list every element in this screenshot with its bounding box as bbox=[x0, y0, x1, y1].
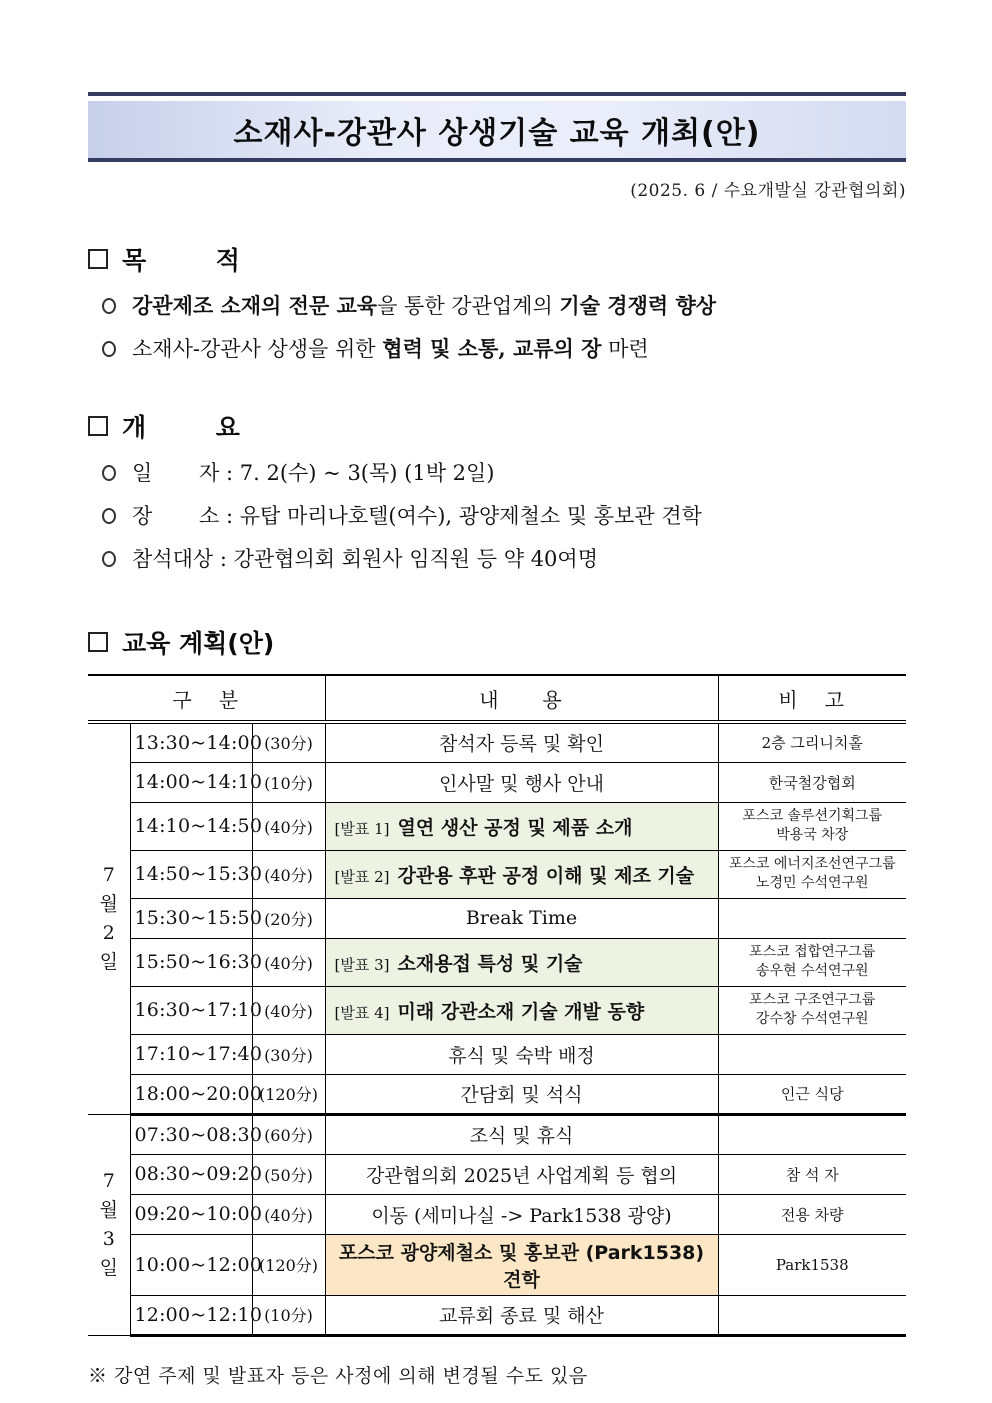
circle-bullet-icon bbox=[102, 508, 116, 524]
circle-bullet-icon bbox=[102, 465, 116, 481]
document-title-banner bbox=[88, 92, 906, 162]
table-row bbox=[88, 898, 906, 938]
note-line: 박용국 차장 bbox=[776, 827, 849, 843]
duration-cell: (40分) bbox=[252, 850, 325, 898]
note-cell bbox=[718, 1234, 906, 1295]
column-header-naeyong: 내 용 bbox=[325, 675, 718, 722]
presentation-tag: [발표 4] bbox=[334, 1003, 390, 1022]
note-line: Park1538 bbox=[775, 1255, 849, 1274]
table-row bbox=[88, 722, 906, 762]
note-line: 노경민 수석연구원 bbox=[755, 875, 869, 891]
table-row bbox=[88, 1295, 906, 1335]
note-cell bbox=[718, 1074, 906, 1114]
content-text: 교류회 종료 및 해산 bbox=[439, 1305, 604, 1327]
section-purpose-label: 목 적 bbox=[122, 246, 240, 275]
presentation-tag: [발표 3] bbox=[334, 955, 390, 974]
overview-item bbox=[102, 501, 906, 531]
content-cell bbox=[325, 1114, 718, 1154]
duration-cell: (10分) bbox=[252, 1295, 325, 1335]
table-row bbox=[88, 938, 906, 986]
day-cell bbox=[88, 1114, 130, 1335]
time-cell: 07:30~08:30 bbox=[130, 1114, 252, 1154]
content-text: 이동 (세미나실 -> Park1538 광양) bbox=[371, 1204, 672, 1227]
duration-cell: (40分) bbox=[252, 986, 325, 1034]
overview-label: 일 자 bbox=[132, 461, 220, 485]
section-overview-label: 개 요 bbox=[122, 413, 240, 442]
section-purpose-title bbox=[88, 241, 906, 277]
duration-cell: (60分) bbox=[252, 1114, 325, 1154]
content-cell bbox=[325, 1154, 718, 1194]
time-cell: 15:30~15:50 bbox=[130, 898, 252, 938]
table-row bbox=[88, 1114, 906, 1154]
note-line: 송우현 수석연구원 bbox=[755, 963, 869, 979]
table-row bbox=[88, 986, 906, 1034]
time-cell: 08:30~09:20 bbox=[130, 1154, 252, 1194]
time-cell: 15:50~16:30 bbox=[130, 938, 252, 986]
content-text: 강관용 후판 공정 이해 및 제조 기술 bbox=[397, 864, 695, 887]
content-text: 강관협의회 2025년 사업계획 등 협의 bbox=[365, 1164, 678, 1187]
note-cell bbox=[718, 938, 906, 986]
duration-cell: (120分) bbox=[252, 1234, 325, 1295]
note-line: 참 석 자 bbox=[785, 1165, 839, 1184]
overview-value: : 유탑 마리나호텔(여수), 광양제철소 및 홍보관 견학 bbox=[219, 504, 702, 528]
emphasis-text: 기술 경쟁력 향상 bbox=[559, 293, 717, 318]
square-bullet-icon bbox=[88, 249, 108, 269]
purpose-list bbox=[88, 291, 906, 364]
purpose-item-text bbox=[132, 334, 649, 364]
document-page bbox=[88, 0, 906, 1388]
note-line: 포스코 접합연구그룹 bbox=[749, 944, 876, 960]
note-cell bbox=[718, 1154, 906, 1194]
note-line: 포스코 에너지조선연구그룹 bbox=[728, 856, 896, 872]
section-plan-label: 교육 계획(안) bbox=[122, 629, 275, 658]
section-overview-title bbox=[88, 408, 906, 444]
content-cell bbox=[325, 802, 718, 850]
duration-cell: (10分) bbox=[252, 762, 325, 802]
circle-bullet-icon bbox=[102, 298, 116, 314]
time-cell: 10:00~12:00 bbox=[130, 1234, 252, 1295]
content-cell bbox=[325, 1295, 718, 1335]
content-cell bbox=[325, 986, 718, 1034]
note-cell bbox=[718, 1295, 906, 1335]
note-cell bbox=[718, 722, 906, 762]
day-char: 7 bbox=[102, 863, 115, 886]
note-cell bbox=[718, 850, 906, 898]
content-cell bbox=[325, 762, 718, 802]
content-text: 간담회 및 석식 bbox=[460, 1084, 583, 1106]
note-cell bbox=[718, 1114, 906, 1154]
day-char: 월 bbox=[99, 892, 118, 915]
note-cell bbox=[718, 1034, 906, 1074]
content-text: 휴식 및 숙박 배정 bbox=[448, 1044, 595, 1067]
duration-cell: (50分) bbox=[252, 1154, 325, 1194]
time-cell: 12:00~12:10 bbox=[130, 1295, 252, 1335]
overview-label: 장 소 bbox=[132, 504, 220, 528]
note-cell bbox=[718, 1194, 906, 1234]
plain-text: 소재사-강관사 상생을 위한 bbox=[132, 337, 383, 361]
content-cell bbox=[325, 898, 718, 938]
time-cell: 14:00~14:10 bbox=[130, 762, 252, 802]
overview-value: : 7. 2(수) ~ 3(목) (1박 2일) bbox=[219, 461, 495, 485]
table-row bbox=[88, 850, 906, 898]
duration-cell: (40分) bbox=[252, 802, 325, 850]
schedule-table bbox=[88, 674, 906, 1337]
time-cell: 18:00~20:00 bbox=[130, 1074, 252, 1114]
content-text: 열연 생산 공정 및 제품 소개 bbox=[397, 816, 633, 839]
day-cell bbox=[88, 722, 130, 1114]
plain-text: 마련 bbox=[601, 337, 649, 361]
table-row bbox=[88, 802, 906, 850]
note-line: 한국철강협회 bbox=[768, 773, 856, 792]
content-cell bbox=[325, 1234, 718, 1295]
table-row bbox=[88, 1234, 906, 1295]
note-line: 포스코 구조연구그룹 bbox=[749, 992, 876, 1008]
day-char: 월 bbox=[99, 1198, 118, 1221]
presentation-tag: [발표 1] bbox=[334, 819, 390, 838]
time-cell: 16:30~17:10 bbox=[130, 986, 252, 1034]
emphasis-text: 강관제조 소재의 전문 교육 bbox=[132, 293, 378, 318]
content-text: 참석자 등록 및 확인 bbox=[439, 733, 604, 756]
overview-item bbox=[102, 544, 906, 574]
circle-bullet-icon bbox=[102, 341, 116, 357]
purpose-item bbox=[102, 291, 906, 321]
day-char: 2 bbox=[102, 921, 115, 944]
table-header-row bbox=[88, 675, 906, 722]
square-bullet-icon bbox=[88, 416, 108, 436]
table-row bbox=[88, 1074, 906, 1114]
note-line: 전용 차량 bbox=[780, 1205, 844, 1224]
content-cell bbox=[325, 938, 718, 986]
content-cell bbox=[325, 1034, 718, 1074]
time-cell: 17:10~17:40 bbox=[130, 1034, 252, 1074]
column-header-gubun: 구 분 bbox=[88, 675, 325, 722]
content-text: 소재용접 특성 및 기술 bbox=[397, 952, 583, 975]
purpose-item bbox=[102, 334, 906, 364]
note-line: 2층 그리니치홀 bbox=[761, 734, 863, 753]
presentation-tag: [발표 2] bbox=[334, 867, 390, 886]
duration-cell: (40分) bbox=[252, 938, 325, 986]
time-cell: 14:50~15:30 bbox=[130, 850, 252, 898]
day-char: 3 bbox=[102, 1227, 115, 1250]
content-text: 미래 강관소재 기술 개발 동향 bbox=[397, 1000, 645, 1023]
document-title: 소재사-강관사 상생기술 교육 개최(안) bbox=[233, 115, 761, 151]
section-plan-title bbox=[88, 624, 906, 660]
note-cell bbox=[718, 802, 906, 850]
banner-fill bbox=[88, 101, 906, 158]
day-char: 일 bbox=[99, 1256, 118, 1279]
overview-value: : 강관협의회 회원사 임직원 등 약 40여명 bbox=[213, 547, 598, 571]
circle-bullet-icon bbox=[102, 551, 116, 567]
overview-label: 참석대상 bbox=[132, 547, 214, 571]
content-cell bbox=[325, 1194, 718, 1234]
doc-meta: (2025. 6 / 수요개발실 강관협의회) bbox=[630, 181, 906, 201]
emphasis-text: 협력 및 소통, 교류의 장 bbox=[382, 336, 602, 361]
content-text: 조식 및 휴식 bbox=[469, 1125, 574, 1147]
note-line: 강수창 수석연구원 bbox=[755, 1011, 869, 1027]
table-row bbox=[88, 1154, 906, 1194]
table-row bbox=[88, 1194, 906, 1234]
duration-cell: (30分) bbox=[252, 1034, 325, 1074]
duration-cell: (30分) bbox=[252, 722, 325, 762]
footnote: ※ 강연 주제 및 발표자 등은 사정에 의해 변경될 수도 있음 bbox=[88, 1364, 588, 1387]
duration-cell: (20分) bbox=[252, 898, 325, 938]
time-cell: 13:30~14:00 bbox=[130, 722, 252, 762]
content-cell bbox=[325, 722, 718, 762]
time-cell: 14:10~14:50 bbox=[130, 802, 252, 850]
content-cell bbox=[325, 850, 718, 898]
plain-text: 을 통한 강관업계의 bbox=[377, 294, 560, 318]
column-header-bigo: 비 고 bbox=[718, 675, 906, 722]
time-cell: 09:20~10:00 bbox=[130, 1194, 252, 1234]
square-bullet-icon bbox=[88, 632, 108, 652]
content-cell bbox=[325, 1074, 718, 1114]
note-cell bbox=[718, 898, 906, 938]
note-line: 인근 식당 bbox=[780, 1085, 844, 1103]
duration-cell: (120分) bbox=[252, 1074, 325, 1114]
overview-list bbox=[88, 458, 906, 574]
table-row bbox=[88, 1034, 906, 1074]
duration-cell: (40分) bbox=[252, 1194, 325, 1234]
purpose-item-text bbox=[132, 291, 716, 321]
note-cell bbox=[718, 986, 906, 1034]
content-text: 인사말 및 행사 안내 bbox=[439, 772, 604, 795]
content-text: 포스코 광양제철소 및 홍보관 (Park1538) 견학 bbox=[338, 1241, 705, 1291]
note-cell bbox=[718, 762, 906, 802]
day-char: 7 bbox=[102, 1169, 115, 1192]
overview-item bbox=[102, 458, 906, 488]
note-line: 포스코 솔루션기획그룹 bbox=[742, 808, 883, 824]
table-row bbox=[88, 762, 906, 802]
day-char: 일 bbox=[99, 950, 118, 973]
content-text: Break Time bbox=[465, 907, 578, 929]
